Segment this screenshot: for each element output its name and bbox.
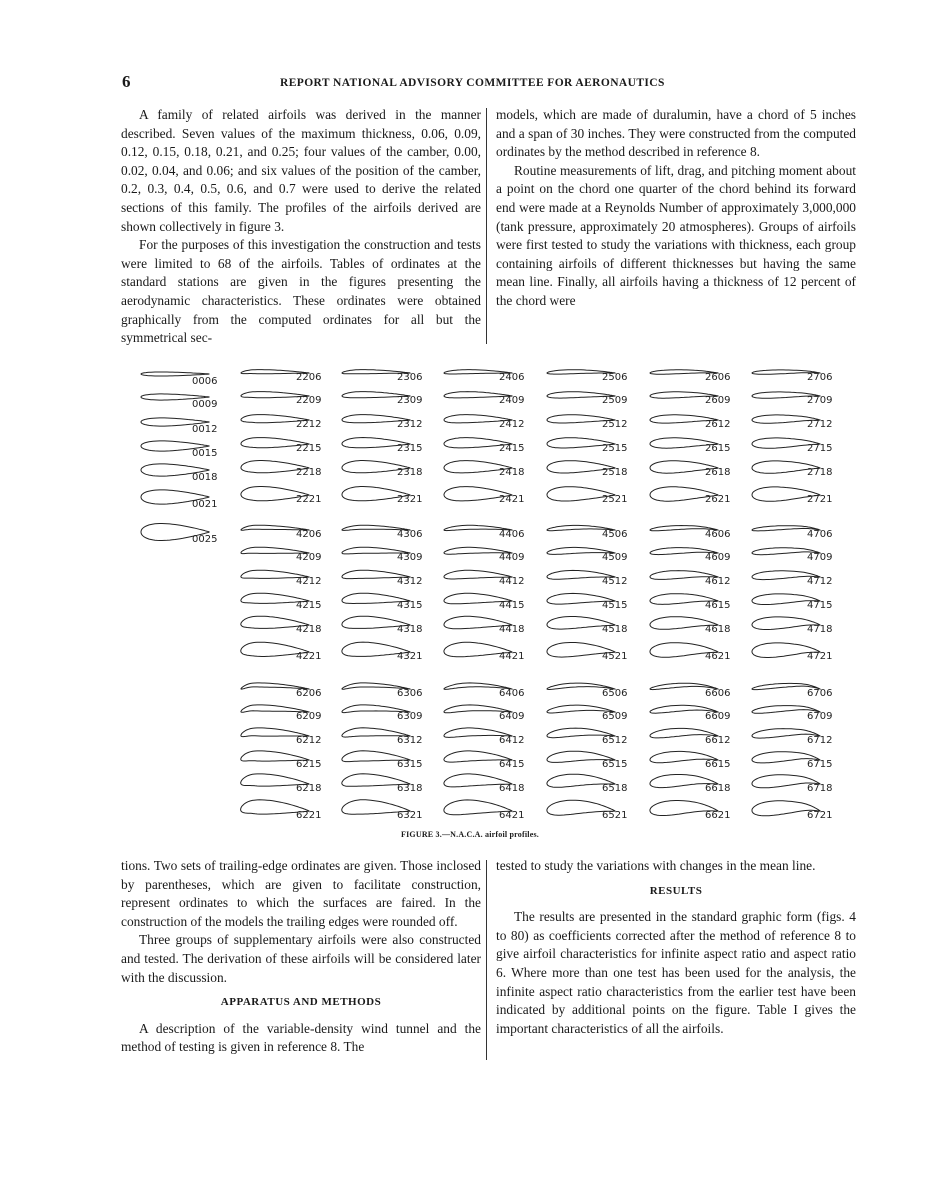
airfoil-label-4312: 4312 bbox=[397, 576, 423, 587]
airfoil-label-4521: 4521 bbox=[602, 651, 628, 662]
airfoil-label-6412: 6412 bbox=[499, 735, 525, 746]
airfoil-label-6212: 6212 bbox=[296, 735, 322, 746]
airfoil-label-2721: 2721 bbox=[807, 494, 833, 505]
airfoil-label-2315: 2315 bbox=[397, 443, 423, 454]
airfoil-label-6218: 6218 bbox=[296, 783, 322, 794]
airfoil-label-6418: 6418 bbox=[499, 783, 525, 794]
airfoil-label-4221: 4221 bbox=[296, 651, 322, 662]
airfoil-label-2309: 2309 bbox=[397, 395, 423, 406]
airfoil-label-6509: 6509 bbox=[602, 711, 628, 722]
airfoil-label-2612: 2612 bbox=[705, 419, 731, 430]
airfoil-label-4412: 4412 bbox=[499, 576, 525, 587]
page-number: 6 bbox=[122, 72, 131, 91]
airfoil-label-2718: 2718 bbox=[807, 467, 833, 478]
airfoil-label-2415: 2415 bbox=[499, 443, 525, 454]
airfoil-label-2521: 2521 bbox=[602, 494, 628, 505]
airfoil-label-4618: 4618 bbox=[705, 624, 731, 635]
airfoil-label-4615: 4615 bbox=[705, 600, 731, 611]
airfoil-label-4715: 4715 bbox=[807, 600, 833, 611]
paragraph: tions. Two sets of trailing-edge ordinates are given. Those inclosed by parentheses, which are given to facilitate construction, represent ordinates to which the surfaces are faired. In the construction of the models the trailing edges were rounded off. bbox=[121, 858, 481, 929]
paragraph: Three groups of supplementary airfoils were also constructed and tested. The derivation of these airfoils will be considered later with the discussion. bbox=[121, 932, 481, 985]
column-left-bottom bbox=[121, 857, 481, 1057]
airfoil-label-2509: 2509 bbox=[602, 395, 628, 406]
airfoil-label-2715: 2715 bbox=[807, 443, 833, 454]
airfoil-label-6618: 6618 bbox=[705, 783, 731, 794]
airfoil-label-2712: 2712 bbox=[807, 419, 833, 430]
airfoil-label-4418: 4418 bbox=[499, 624, 525, 635]
airfoil-label-6306: 6306 bbox=[397, 688, 423, 699]
paragraph: A description of the variable-density wind tunnel and the method of testing is given in reference 8. The bbox=[121, 1020, 481, 1055]
airfoil-label-6221: 6221 bbox=[296, 810, 322, 821]
airfoil-label-6409: 6409 bbox=[499, 711, 525, 722]
airfoil-label-4218: 4218 bbox=[296, 624, 322, 635]
airfoil-label-6315: 6315 bbox=[397, 759, 423, 770]
airfoil-label-2615: 2615 bbox=[705, 443, 731, 454]
airfoil-label-0009: 0009 bbox=[192, 399, 218, 410]
airfoil-label-2406: 2406 bbox=[499, 372, 525, 383]
airfoil-label-6318: 6318 bbox=[397, 783, 423, 794]
airfoil-label-0025: 0025 bbox=[192, 534, 218, 545]
airfoil-label-4315: 4315 bbox=[397, 600, 423, 611]
airfoil-label-4621: 4621 bbox=[705, 651, 731, 662]
airfoil-label-6612: 6612 bbox=[705, 735, 731, 746]
airfoil-label-4406: 4406 bbox=[499, 529, 525, 540]
airfoil-label-4506: 4506 bbox=[602, 529, 628, 540]
airfoil-label-4515: 4515 bbox=[602, 600, 628, 611]
airfoil-label-4421: 4421 bbox=[499, 651, 525, 662]
airfoil-label-2506: 2506 bbox=[602, 372, 628, 383]
airfoil-label-6518: 6518 bbox=[602, 783, 628, 794]
airfoil-label-4415: 4415 bbox=[499, 600, 525, 611]
paragraph: A family of related airfoils was derived in the manner described. Seven values of the maximum thickness, 0.06, 0.09, 0.12, 0.15, 0.18, 0.21, and 0.25; four values of the camber, 0.00, 0.02, 0.04, and 0.06; and six values of the position of the camber, 0.2, 0.3, 0.4, 0.5, 0.6, and 0.7 were used to derive the related sections of this family. The profiles of the airfoils derived are shown collectively in figure 3. bbox=[121, 107, 481, 234]
airfoil-label-6209: 6209 bbox=[296, 711, 322, 722]
paragraph: tested to study the variations with changes in the mean line. bbox=[496, 858, 816, 873]
airfoil-label-6712: 6712 bbox=[807, 735, 833, 746]
airfoil-label-0015: 0015 bbox=[192, 448, 218, 459]
airfoil-label-6512: 6512 bbox=[602, 735, 628, 746]
airfoil-label-2618: 2618 bbox=[705, 467, 731, 478]
airfoil-label-4212: 4212 bbox=[296, 576, 322, 587]
airfoil-label-4509: 4509 bbox=[602, 552, 628, 563]
figure-caption: FIGURE 3.—N.A.C.A. airfoil profiles. bbox=[401, 830, 539, 839]
airfoil-label-4712: 4712 bbox=[807, 576, 833, 587]
airfoil-label-2609: 2609 bbox=[705, 395, 731, 406]
airfoil-label-4206: 4206 bbox=[296, 529, 322, 540]
airfoil-label-4306: 4306 bbox=[397, 529, 423, 540]
airfoil-label-6718: 6718 bbox=[807, 783, 833, 794]
airfoil-label-4706: 4706 bbox=[807, 529, 833, 540]
airfoil-label-4709: 4709 bbox=[807, 552, 833, 563]
airfoil-label-4309: 4309 bbox=[397, 552, 423, 563]
airfoil-label-6521: 6521 bbox=[602, 810, 628, 821]
paragraph: Routine measurements of lift, drag, and pitching moment about a point on the chord one quarter of the chord behind its forward end were made at a Reynolds Number of approximately 3,000,000 (tank pressure, approximately 20 atmospheres). Groups of airfoils were first tested to study the variations with thickness, each group containing airfoils of different thicknesses but having the same mean line. Finally, all airfoils having a thickness of 12 percent of the chord were bbox=[496, 162, 856, 308]
airfoil-label-6715: 6715 bbox=[807, 759, 833, 770]
airfoil-label-6309: 6309 bbox=[397, 711, 423, 722]
airfoil-label-6709: 6709 bbox=[807, 711, 833, 722]
paragraph: The results are presented in the standard graphic form (figs. 4 to 80) as coefficients corrected after the method of reference 8 to give airfoil characteristics for infinite aspect ratio and aspect ratio 6. Where more than one test has been used for the analysis, the infinite aspect ratio characteristics from the earlier test have been indicated by additional points on the figure. Table I gives the important characteristics of all the airfoils. bbox=[496, 909, 856, 1036]
airfoil-label-2318: 2318 bbox=[397, 467, 423, 478]
airfoil-label-2206: 2206 bbox=[296, 372, 322, 383]
airfoil-label-2209: 2209 bbox=[296, 395, 322, 406]
airfoil-label-2218: 2218 bbox=[296, 467, 322, 478]
airfoil-label-6721: 6721 bbox=[807, 810, 833, 821]
airfoil-label-4321: 4321 bbox=[397, 651, 423, 662]
airfoil-label-0012: 0012 bbox=[192, 424, 218, 435]
airfoil-label-6406: 6406 bbox=[499, 688, 525, 699]
airfoil-label-2306: 2306 bbox=[397, 372, 423, 383]
airfoil-label-4609: 4609 bbox=[705, 552, 731, 563]
airfoil-label-4518: 4518 bbox=[602, 624, 628, 635]
airfoil-label-4721: 4721 bbox=[807, 651, 833, 662]
airfoil-label-4612: 4612 bbox=[705, 576, 731, 587]
column-divider bbox=[486, 860, 487, 1060]
airfoil-label-2412: 2412 bbox=[499, 419, 525, 430]
airfoil-label-6609: 6609 bbox=[705, 711, 731, 722]
airfoil-label-2312: 2312 bbox=[397, 419, 423, 430]
airfoil-label-2706: 2706 bbox=[807, 372, 833, 383]
airfoil-label-4215: 4215 bbox=[296, 600, 322, 611]
airfoil-label-0018: 0018 bbox=[192, 472, 218, 483]
airfoil-label-2606: 2606 bbox=[705, 372, 731, 383]
airfoil-label-2215: 2215 bbox=[296, 443, 322, 454]
airfoil-label-6206: 6206 bbox=[296, 688, 322, 699]
section-heading: APPARATUS AND METHODS bbox=[220, 996, 382, 1009]
airfoil-label-2518: 2518 bbox=[602, 467, 628, 478]
airfoil-label-2321: 2321 bbox=[397, 494, 423, 505]
section-heading: RESULTS bbox=[649, 884, 703, 897]
airfoil-label-6215: 6215 bbox=[296, 759, 322, 770]
airfoil-label-6421: 6421 bbox=[499, 810, 525, 821]
airfoil-label-4209: 4209 bbox=[296, 552, 322, 563]
paragraph: For the purposes of this investigation the construction and tests were limited to 68 of the airfoils. Tables of ordinates at the standard stations are given in the figures presenting the aerodynamic characteristics. These ordinates were obtained graphically from the computed ordinates for all but the symmetrical sec- bbox=[121, 237, 481, 346]
airfoil-label-6621: 6621 bbox=[705, 810, 731, 821]
running-head: REPORT NATIONAL ADVISORY COMMITTEE FOR AERONAUTICS bbox=[280, 77, 665, 89]
airfoil-label-6321: 6321 bbox=[397, 810, 423, 821]
airfoil-label-6506: 6506 bbox=[602, 688, 628, 699]
airfoil-label-0006: 0006 bbox=[192, 376, 218, 387]
airfoil-label-6312: 6312 bbox=[397, 735, 423, 746]
column-right-bottom bbox=[496, 857, 856, 1038]
airfoil-label-2709: 2709 bbox=[807, 395, 833, 406]
airfoil-label-4318: 4318 bbox=[397, 624, 423, 635]
airfoil-label-6615: 6615 bbox=[705, 759, 731, 770]
airfoil-label-6515: 6515 bbox=[602, 759, 628, 770]
airfoil-label-2515: 2515 bbox=[602, 443, 628, 454]
airfoil-label-4409: 4409 bbox=[499, 552, 525, 563]
airfoil-label-2221: 2221 bbox=[296, 494, 322, 505]
airfoil-label-4512: 4512 bbox=[602, 576, 628, 587]
airfoil-label-2512: 2512 bbox=[602, 419, 628, 430]
paragraph: models, which are made of duralumin, have a chord of 5 inches and a span of 30 inches. They were constructed from the computed ordinates by the method described in reference 8. bbox=[496, 107, 856, 160]
airfoil-label-4606: 4606 bbox=[705, 529, 731, 540]
airfoil-label-2621: 2621 bbox=[705, 494, 731, 505]
airfoil-label-6706: 6706 bbox=[807, 688, 833, 699]
airfoil-label-4718: 4718 bbox=[807, 624, 833, 635]
airfoil-label-6606: 6606 bbox=[705, 688, 731, 699]
airfoil-label-0021: 0021 bbox=[192, 499, 218, 510]
airfoil-label-2421: 2421 bbox=[499, 494, 525, 505]
airfoil-label-2409: 2409 bbox=[499, 395, 525, 406]
airfoil-label-6415: 6415 bbox=[499, 759, 525, 770]
airfoil-label-2212: 2212 bbox=[296, 419, 322, 430]
airfoil-label-2418: 2418 bbox=[499, 467, 525, 478]
